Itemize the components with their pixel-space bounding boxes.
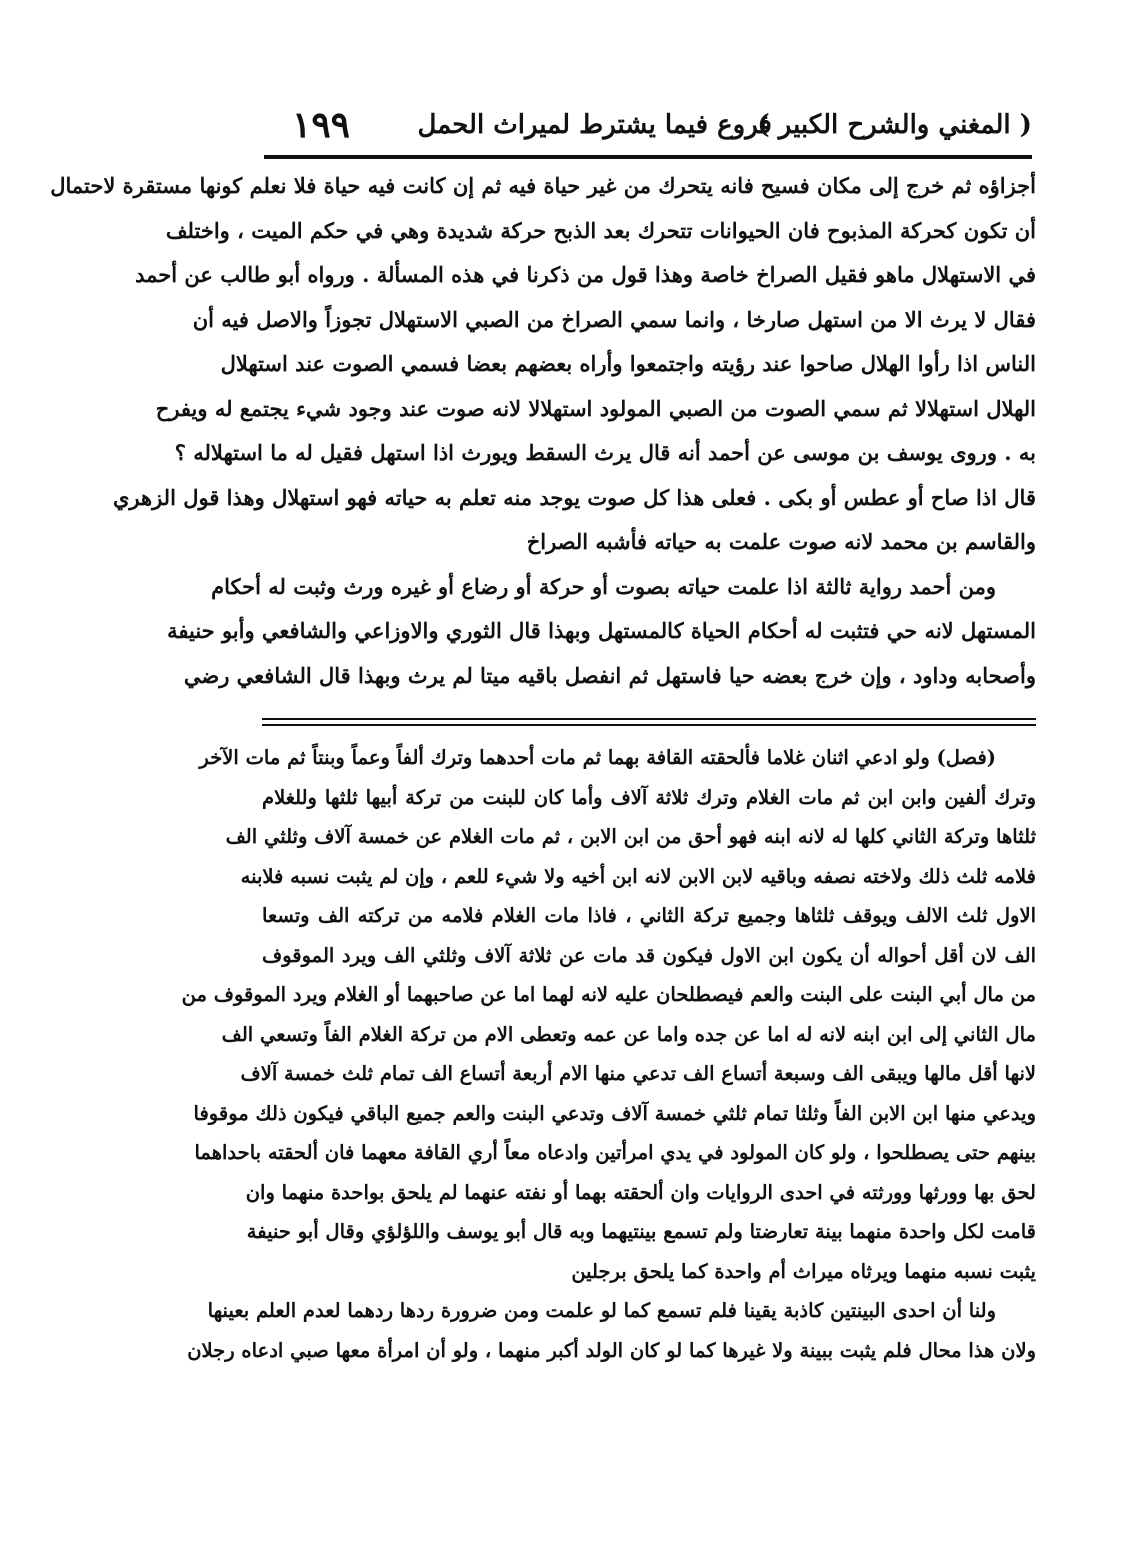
text-line: ومن أحمد رواية ثالثة اذا علمت حياته بصوت أو حركة أو رضاع أو غيره ورث وثبت له أحكام (211, 573, 996, 599)
text-line: أجزاؤه ثم خرج إلى مكان فسيح فانه يتحرك من غير حياة فيه ثم إن كانت فيه حياة فلا نعلم كونها مستقرة لاحتمال (50, 173, 1036, 198)
section-title: فروع فيما يشترط لميراث الحمل (417, 110, 772, 140)
text-line: به . وروى يوسف بن موسى عن أحمد أنه قال يرث السقط ويورث اذا استهل فقيل له ما استهلاله ؟ (174, 440, 1036, 465)
text-line: ولنا أن احدى البينتين كاذبة يقينا فلم تسمع كما لو علمت ومن ضرورة ردها ردهما لعدم العلم بعينها (207, 1299, 996, 1322)
text-line: قامت لكل واحدة منهما بينة تعارضتا ولم تسمع بينتيهما وبه قال أبو يوسف واللؤلؤي وقال أبو حنيفة (246, 1220, 1036, 1243)
text-line: لانها أقل مالها ويبقى الف وسبعة أتساع الف تدعي منها الام أربعة أتساع الف تمام ثلث خمسة آلاف (240, 1062, 1036, 1085)
text-line: وترك ألفين وابن ابن ثم مات الغلام وترك ثلاثة آلاف وأما كان للبنت من تركة أبيها ثلثها وللغلام (262, 785, 1036, 809)
section-divider (262, 718, 1036, 726)
text-line: الاول ثلث الالف ويوقف ثلثاها وجميع تركة الثاني ، فاذا مات الغلام فلامه من تركته الف وتسعا (262, 904, 1036, 927)
text-line: ويدعي منها ابن الابن الفاً وثلثا تمام ثلثي خمسة آلاف وتدعي البنت والعم جميع الباقي فيكون ذلك موقوفا (193, 1101, 1036, 1125)
divider-line (262, 724, 1036, 726)
text-line: لحق بها وورثها وورثته في احدى الروايات وان ألحقته بهما أو نفته عنهما لم يلحق بواحدة منهما وان (245, 1180, 1036, 1204)
text-line: الناس اذا رأوا الهلال صاحوا عند رؤيته واجتمعوا وأراه بعضهم بعضا فسمي الصوت عند استهلال (220, 351, 1036, 376)
book-title: ( المغني والشرح الكبير ) (757, 110, 1032, 140)
text-line: ولان هذا محال فلم يثبت ببينة ولا غيرها كما لو كان الولد أكبر منهما ، ولو أن امرأة معها صبي ادعاه رجلان (187, 1338, 1036, 1362)
text-line: ثلثاها وتركة الثاني كلها له لانه ابنه فهو أحق من ابن الابن ، ثم مات الغلام عن خمسة آلاف وثلثي الف (225, 825, 1036, 848)
text-line: قال اذا صاح أو عطس أو بكى . فعلى هذا كل صوت يوجد منه تعلم به حياته فهو استهلال وهذا قول الزهري (113, 484, 1036, 510)
text-line: يثبت نسبه منهما ويرثاه ميراث أم واحدة كما يلحق برجلين (571, 1259, 1036, 1283)
divider-line (262, 718, 1036, 720)
text-line: فقال لا يرث الا من استهل صارخا ، وانما سمي الصراخ من الصبي الاستهلال تجوزاً والاصل فيه أن (192, 306, 1036, 332)
text-line: فلامه ثلث ذلك ولاخته نصفه وباقيه لابن الابن لانه ابن أخيه ولا شيء للعم ، وإن لم يثبت نسبه فلابنه (240, 864, 1036, 888)
main-text (50, 164, 1036, 698)
commentary-text (181, 738, 1036, 1370)
text-line: والقاسم بن محمد لانه صوت علمت به حياته فأشبه الصراخ (526, 529, 1036, 554)
header-rule (264, 155, 1032, 159)
text-line: الهلال استهلالا ثم سمي الصوت من الصبي المولود استهلالا لانه صوت عند وجود شيء يجتمع له ويفرح (155, 395, 1036, 421)
page-header (262, 104, 1032, 152)
text-line: أن تكون كحركة المذبوح فان الحيوانات تتحرك بعد الذبح حركة شديدة وهي في حكم الميت ، واختلف (165, 217, 1036, 243)
text-line: في الاستهلال ماهو فقيل الصراخ خاصة وهذا قول من ذكرنا في هذه المسألة . ورواه أبو طالب عن أحمد (135, 262, 1036, 287)
text-line: من مال أبي البنت على البنت والعم فيصطلحان عليه لانه لهما اما عن صاحبهما أو الغلام ويرد الموقوف من (181, 983, 1036, 1006)
page-number: ١٩٩ (292, 104, 351, 146)
text-line: المستهل لانه حي فتثبت له أحكام الحياة كالمستهل وبهذا قال الثوري والاوزاعي والشافعي وأبو حنيفة (167, 618, 1036, 643)
text-line: مال الثاني إلى ابن ابنه لانه له اما عن جده واما عن عمه وتعطى الام من تركة الغلام الفاً وتسعي الف (221, 1022, 1036, 1046)
text-line: بينهم حتى يصطلحوا ، ولو كان المولود في يدي امرأتين وادعاه معاً أري القافة معهما فان ألحقته باحداهما (194, 1141, 1036, 1164)
text-line: (فصل) ولو ادعي اثنان غلاما فألحقته القافة بهما ثم مات أحدهما وترك ألفاً وعماً وبنتاً ثم مات الآخر (199, 746, 996, 769)
text-line: وأصحابه وداود ، وإن خرج بعضه حيا فاستهل ثم انفصل باقيه ميتا لم يرث وبهذا قال الشافعي رضي (183, 662, 1036, 688)
text-line: الف لان أقل أحواله أن يكون ابن الاول فيكون قد مات عن ثلاثة آلاف وثلثي الف ويرد الموقوف (262, 943, 1036, 967)
